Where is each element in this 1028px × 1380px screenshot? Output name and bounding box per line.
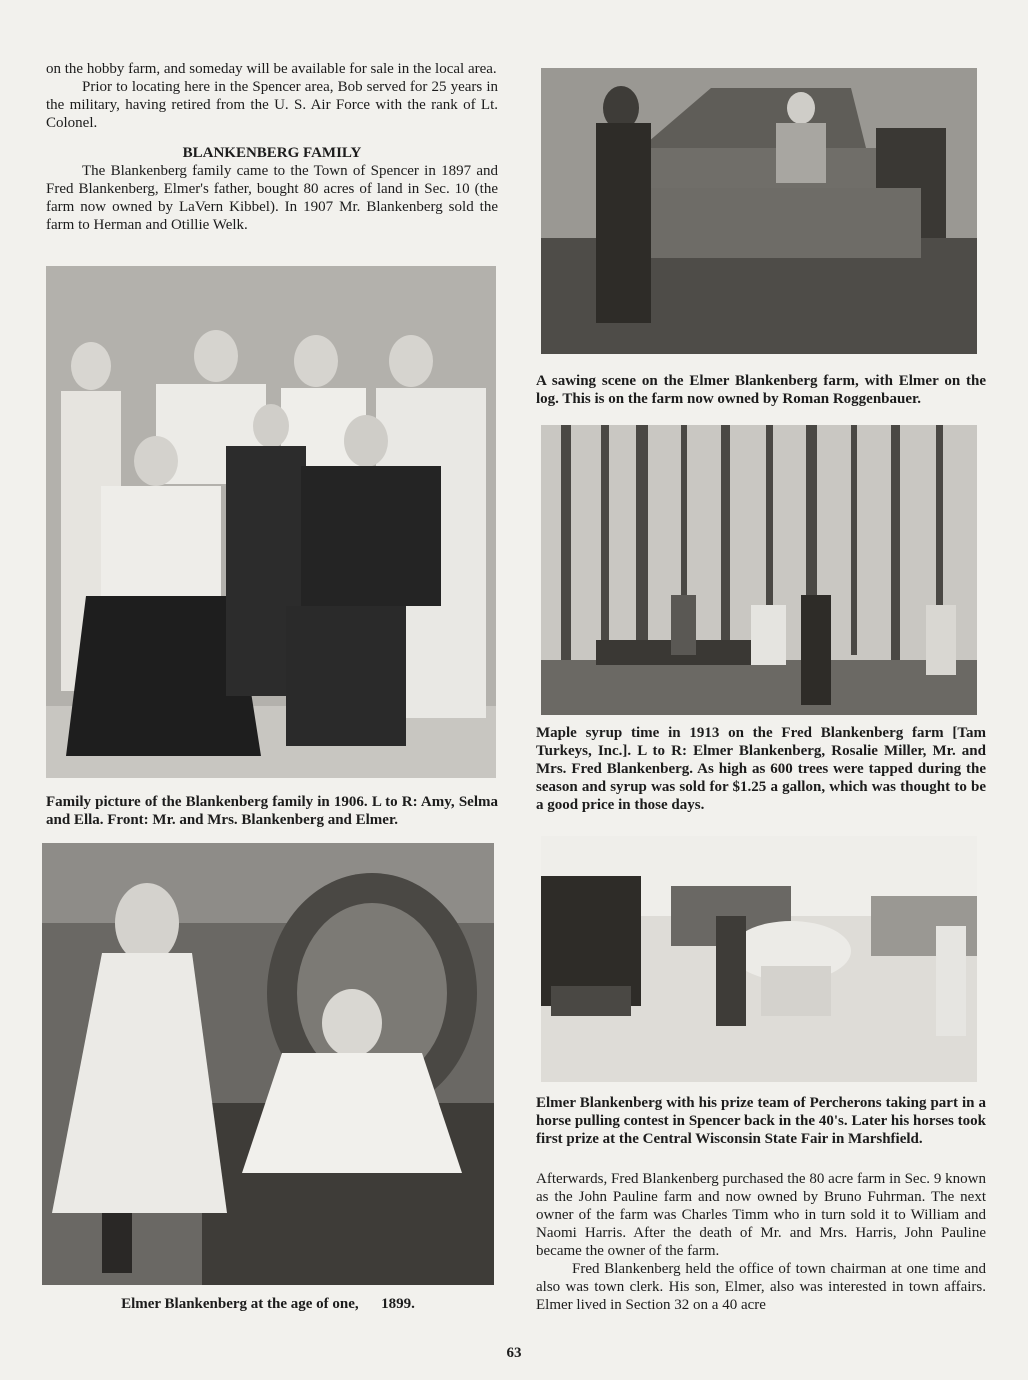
baby-photo — [42, 843, 494, 1285]
intro-text — [46, 60, 498, 234]
syrup-photo-caption: Maple syrup time in 1913 on the Fred Blankenberg farm [Tam Turkeys, Inc.]. L to R: Elmer Blankenberg, Rosalie Miller, Mr. and Mrs. Fred Blankenberg. As high as 600 trees were tapped during the season and syrup was sold for $1.25 a gallon, which was thought to be a good price in those days. — [536, 725, 986, 813]
page-number: 63 — [506, 1345, 522, 1361]
paragraph-family-history: The Blankenberg family came to the Town of Spencer in 1897 and Fred Blankenberg, Elmer's father, bought 80 acres of land in Sec. 10 (the farm now owned by LaVern Kibbel). In 1907 Mr. Blankenberg sold the farm to Herman and Otillie Welk. — [46, 163, 498, 233]
sawing-photo — [541, 68, 977, 354]
horses-photo-caption: Elmer Blankenberg with his prize team of Percherons taking part in a horse pulling contest in Spencer back in the 40's. Later his horses took first prize at the Central Wisconsin State Fair in Marshfield. — [536, 1095, 986, 1147]
syrup-photo — [541, 425, 977, 715]
horses-photo — [541, 836, 977, 1082]
paragraph-military: Prior to locating here in the Spencer area, Bob served for 25 years in the military, having retired from the U. S. Air Force with the rank of Lt. Colonel. — [46, 79, 498, 131]
paragraph-hobby-farm: on the hobby farm, and someday will be available for sale in the local area. — [46, 61, 497, 77]
paragraph-town-office: Fred Blankenberg held the office of town chairman at one time and also was town clerk. His son, Elmer, also was interested in town affairs. Elmer lived in Section 32 on a 40 acre — [536, 1261, 986, 1313]
section-heading: BLANKENBERG FAMILY — [182, 145, 362, 161]
baby-photo-caption: Elmer Blankenberg at the age of one, 1899. — [121, 1296, 415, 1312]
sawing-photo-caption: A sawing scene on the Elmer Blankenberg farm, with Elmer on the log. This is on the farm now owned by Roman Roggenbauer. — [536, 373, 986, 407]
family-photo-caption: Family picture of the Blankenberg family in 1906. L to R: Amy, Selma and Ella. Front: Mr. and Mrs. Blankenberg and Elmer. — [46, 794, 498, 828]
later-history-text — [536, 1170, 986, 1314]
family-photo — [46, 266, 496, 778]
paragraph-pauline-farm: Afterwards, Fred Blankenberg purchased the 80 acre farm in Sec. 9 known as the John Pauline farm and now owned by Bruno Fuhrman. The next owner of the farm was Charles Timm who in turn sold it to William and Naomi Harris. After the death of Mr. and Mrs. Harris, John Pauline became the owner of the farm. — [536, 1171, 986, 1259]
